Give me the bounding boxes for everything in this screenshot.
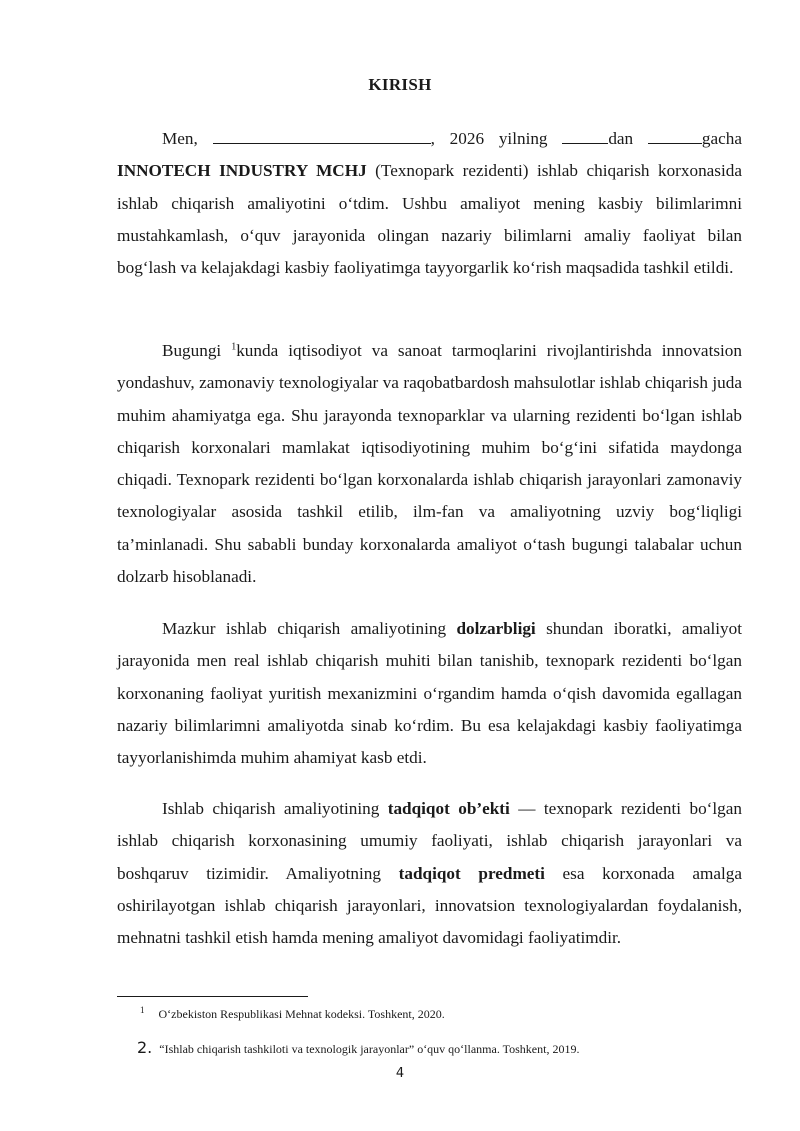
text-span: — texnopark rezidenti bo‘lgan ishlab chiqarish korxonasining umumiy faoliyati, ishlab chiqarish jarayonlari va boshqaruv tizimidir. Amaliyotning bbox=[117, 799, 742, 883]
text-span: , 2026 yilning bbox=[430, 129, 548, 148]
footnote-mark: 2. bbox=[137, 1038, 153, 1057]
footnote-separator bbox=[117, 996, 308, 997]
paragraph-context bbox=[117, 335, 742, 593]
company-name: INNOTECH INDUSTRY MCHJ bbox=[117, 161, 367, 181]
text-span: Men, bbox=[162, 129, 198, 148]
text-span: (Texnopark rezidenti) ishlab chiqarish korxonasida ishlab chiqarish amaliyotini o‘tdim. Ushbu amaliyot mening kasbiy bilimlarimni mustahkamlash, o‘quv jarayonida olingan nazariy bilimlarni amaliy faoliyat bilan bog‘lash va kelajakdagi kasbiy faoliyatimga tayyorgarlik ko‘rish maqsadida tashkil etildi. bbox=[117, 161, 742, 278]
text-span: shundan iboratki, amaliyot jarayonida men real ishlab chiqarish muhiti bilan tanishib, texnopark rezidenti bo‘lgan korxonaning faoliyat yuritish mexanizmini o‘rgandim hamda o‘qish davomida egallagan nazariy bilimlarimni amaliyotda sinab ko‘rdim. Bu esa kelajakdagi kasbiy faoliyatimga tayyorlanishimda muhim ahamiyat kasb etdi. bbox=[117, 619, 742, 768]
paragraph-object-subject bbox=[117, 793, 742, 954]
bold-term: tadqiqot ob’ekti bbox=[387, 799, 510, 818]
footnote-reference: 1 bbox=[231, 341, 237, 353]
text-span: Mazkur ishlab chiqarish amaliyotining bbox=[162, 619, 457, 638]
footnote-text: O‘zbekiston Respublikasi Mehnat kodeksi. Toshkent, 2020. bbox=[158, 1007, 445, 1021]
text-span: dan bbox=[608, 129, 634, 148]
blank-name-line bbox=[213, 129, 431, 144]
text-span: gacha bbox=[701, 129, 742, 148]
text-span: kunda iqtisodiyot va sanoat tarmoqlarini rivojlantirishda innovatsion yondashuv, zamonaviy texnologiyalar va raqobatbardosh mahsulotlar ishlab chiqarish juda muhim ahamiyatga ega. Shu jarayonda texnoparklar va ularning rezidenti bo‘lgan ishlab chiqarish korxonalari mamlakat iqtisodiyotining muhim bo‘g‘ini sifatida maydonga chiqadi. Texnopark rezidenti bo‘lgan korxonalarda ishlab chiqarish jarayonlari zamonaviy texnologiyalar asosida tashkil etilib, ilm-fan va amaliyotning uzviy bog‘liqligi ta’minlanadi. Shu sababli bunday korxonalarda amaliyot o‘tash bugungi talabalar uchun dolzarb hisoblanadi. bbox=[117, 341, 742, 587]
footnote-1 bbox=[140, 1005, 445, 1022]
text-span: esa korxonada amalga oshirilayotgan ishlab chiqarish jarayonlari, innovatsion texnologiyalardan foydalanish, mehnatni tashkil etish hamda mening amaliyot davomidagi faoliyatimdir. bbox=[117, 863, 742, 948]
text-span: Bugungi bbox=[162, 341, 232, 360]
page-title: KIRISH bbox=[368, 75, 432, 94]
paragraph-intro bbox=[117, 123, 742, 284]
footnote-2 bbox=[137, 1038, 579, 1057]
blank-start-date-line bbox=[562, 129, 608, 144]
paragraph-relevance bbox=[117, 613, 742, 774]
text-span: Ishlab chiqarish amaliyotining bbox=[162, 799, 388, 818]
blank-end-date-line bbox=[648, 129, 702, 144]
bold-term: tadqiqot predmeti bbox=[398, 863, 545, 883]
page-number: 4 bbox=[395, 1066, 405, 1081]
bold-term: dolzarbligi bbox=[456, 619, 536, 638]
footnote-mark: 1 bbox=[140, 1005, 145, 1015]
footnote-text: “Ishlab chiqarish tashkiloti va texnologik jarayonlar” o‘quv qo‘llanma. Toshkent, 2019. bbox=[159, 1042, 580, 1056]
